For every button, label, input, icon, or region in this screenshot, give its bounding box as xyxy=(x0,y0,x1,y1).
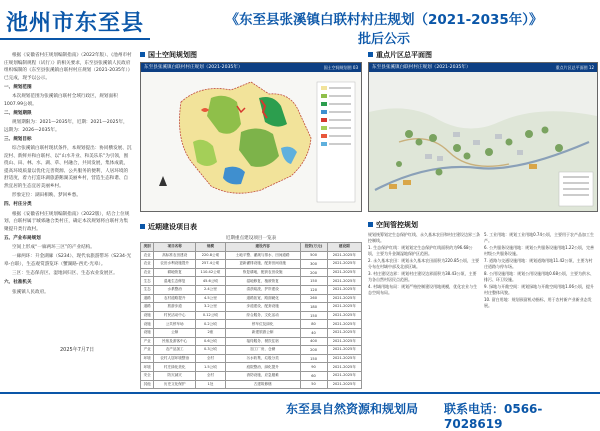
project-table xyxy=(140,234,362,389)
table-row xyxy=(141,371,362,380)
table-row xyxy=(141,251,362,260)
table-cell: 120 xyxy=(300,285,327,294)
table-cell: 设施 xyxy=(141,328,154,337)
table-cell: 道路拓宽，路面硬化 xyxy=(225,294,300,303)
table-cell: 环境 xyxy=(141,363,154,372)
table-cell: 2021-2025年 xyxy=(327,328,361,337)
table-cell: 3.2公里 xyxy=(196,303,226,312)
table-cell: 环境 xyxy=(141,354,154,363)
table-cell: 150 xyxy=(300,311,327,320)
table-cell: 村庄绿化美化 xyxy=(154,363,196,372)
table-cell: 110.42公顷 xyxy=(196,268,226,277)
table-cell: 新建旅游公厕 xyxy=(225,328,300,337)
table-row xyxy=(141,354,362,363)
publish-date: 2025年7月7日 xyxy=(60,347,95,353)
table-cell: 80 xyxy=(300,320,327,329)
table-cell: 庭院整治，绿化提升 xyxy=(225,363,300,372)
table-cell: 接待服务、餐饮住宿 xyxy=(225,337,300,346)
col-header: 投资(万元) xyxy=(300,243,327,252)
table-cell: 全村 xyxy=(196,371,226,380)
table-cell: 农业 xyxy=(141,260,154,269)
header xyxy=(0,0,600,48)
table-cell: 2021-2025年 xyxy=(327,251,361,260)
table-cell: 农村人居环境整治 xyxy=(154,354,196,363)
section-heading: 四、村庄分类 xyxy=(4,202,32,208)
table-cell: 公厕 xyxy=(154,328,196,337)
agency-name: 东至县自然资源和规划局 xyxy=(286,402,419,416)
table-cell: 农业 xyxy=(141,251,154,260)
col-header: 类别 xyxy=(141,243,154,252)
table-cell: 道路 xyxy=(141,294,154,303)
control-heading: 空间管控规划 xyxy=(368,220,418,230)
table-cell: 220.8公顷 xyxy=(196,251,226,260)
control-item: 规划统筹划定生态保护红线、永久基本农田和村庄建设边界三条控制线。 xyxy=(368,232,480,243)
document-title: 《东至县张溪镇白联村村庄规划（2021-2035年）》 xyxy=(225,12,543,28)
table-cell: 农村道路提升 xyxy=(154,294,196,303)
table-cell: 260 xyxy=(300,294,327,303)
table-cell: 257.4公顷 xyxy=(196,260,226,269)
table-row xyxy=(141,268,362,277)
table-row xyxy=(141,260,362,269)
control-text xyxy=(368,232,596,364)
section-heading: 五、产业布局规划 xyxy=(4,236,41,241)
section-text: 综合张溪镇白联村现状条件，本规划提出：协同横发展、沉淀村、新鲜并和白联村、以“山水升业、和美乐乐”为引领，围绕山、田、林、水、湖、草、村融合，共同发展，集体成就，提高环境质量以优化完善资源、公共服务的便利，人居环境的舒适度，着力打造环湖旅游鹅湖美丽乡村，营造生态和谐、自然宜居的生态宜居美丽乡村。 xyxy=(4,146,132,190)
table-cell: 50 xyxy=(300,380,327,389)
table-cell: 2021-2025年 xyxy=(327,363,361,372)
map2-title-bar: 重点片区总平面图 12 东至县张溪镇白联村村庄规划（2021-2035年） xyxy=(369,63,597,72)
table-cell: 湿地修复，植被恢复 xyxy=(225,277,300,286)
table-cell: 旅游步道 xyxy=(154,303,196,312)
table-cell: 生态 xyxy=(141,277,154,286)
document-subtitle: 批后公示 xyxy=(357,32,410,47)
bullet-square-icon xyxy=(140,224,145,229)
table-cell: 土地平整、灌溉与排水、田间道路 xyxy=(225,251,300,260)
contact-phone: 联系电话：0566-7028619 xyxy=(444,402,543,431)
bullet-square-icon xyxy=(368,222,373,227)
map2-heading: 重点片区总平面图 xyxy=(368,50,432,60)
table-heading: 近期建设项目表 xyxy=(140,222,197,232)
table-cell: 消防设施，应急避难 xyxy=(225,371,300,380)
control-item: 8. 公用设施用地：规划公用设施用地0.68公顷，主要为供水、排污、环卫设施。 xyxy=(484,271,594,282)
table-cell: 0.2公顷 xyxy=(196,320,226,329)
table-cell: 历史文化保护 xyxy=(154,380,196,389)
col-header: 建设内容 xyxy=(225,243,300,252)
table-cell: 2021-2025年 xyxy=(327,277,361,286)
table-cell: 0.12公顷 xyxy=(196,311,226,320)
key-area-plan-map xyxy=(368,62,598,212)
table-cell: 2021-2025年 xyxy=(327,260,361,269)
table-row xyxy=(141,294,362,303)
control-item: 9. 绿地与开敞空间：规划绿地与开敞空间用地1.06公顷，提升村庄整体风貌。 xyxy=(484,284,594,295)
table-cell: 防灾减灾 xyxy=(154,371,196,380)
section-text: 本次规划范围为张溪镇白联村全域行政区，规划面积1007.99公顷。 xyxy=(4,94,118,107)
announcement-text xyxy=(4,52,132,362)
table-cell: 200 xyxy=(300,268,327,277)
table-cell: 90 xyxy=(300,363,327,372)
section-text: 形象定位：湖田相映、梦回乡愁。 xyxy=(12,193,81,199)
table-row xyxy=(141,303,362,312)
table-cell: 4.5公里 xyxy=(196,294,226,303)
table-cell: 农产品加工 xyxy=(154,346,196,355)
city-title: 池州市东至县 xyxy=(6,11,145,36)
section-heading: 二、规划期限 xyxy=(4,110,32,116)
table-cell: 湿地生态修复 xyxy=(154,277,196,286)
table-cell: 2021-2025年 xyxy=(327,380,361,389)
table-cell: 1.5公顷 xyxy=(196,363,226,372)
col-header: 建设期 xyxy=(327,243,361,252)
table-cell: 生态 xyxy=(141,285,154,294)
table-cell: 加工厂房，仓储 xyxy=(225,346,300,355)
footer-divider xyxy=(0,392,600,394)
footer xyxy=(0,392,600,431)
table-cell: 设施 xyxy=(141,320,154,329)
table-cell: 2021-2025年 xyxy=(327,337,361,346)
section-text: 空间上形成“一廊两环三区”的产业结构。 xyxy=(12,245,95,251)
control-item: 3. 村庄建设边界：规划村庄建设边界面积为38.43公顷，主要为各自然村居民点范围。 xyxy=(368,271,477,282)
table-cell: 2021-2025年 xyxy=(327,311,361,320)
table-cell: 2021-2025年 xyxy=(327,268,361,277)
control-item: 10. 留白用地：规划预留机动指标，用于农村新产业新业态发展。 xyxy=(484,297,592,308)
table-cell: 2021-2025年 xyxy=(327,294,361,303)
table-cell: 设施 xyxy=(141,311,154,320)
table-cell: 2021-2025年 xyxy=(327,285,361,294)
section-heading: 一、规划范围 xyxy=(4,84,32,90)
table-row xyxy=(141,320,362,329)
table-cell: 全村 xyxy=(196,354,226,363)
table-cell: 农田水利设施提升 xyxy=(154,260,196,269)
table-header-row xyxy=(141,243,362,252)
table-cell: 水系整治 xyxy=(154,285,196,294)
section-heading: 六、社准机关 xyxy=(4,280,32,286)
table-cell: 其他 xyxy=(141,380,154,389)
title-underline xyxy=(0,38,150,40)
section-text: 三区：生态保育区、湿地回归区、生态农业发展区。 xyxy=(12,271,118,277)
table-cell: 停车位及绿化 xyxy=(225,320,300,329)
table-cell: 180 xyxy=(300,303,327,312)
section-text: 张溪镇人民政府。 xyxy=(12,289,49,295)
land-use-plan-map xyxy=(140,62,362,212)
table-cell: 更新灌排设施，配套田间设施 xyxy=(225,260,300,269)
table-cell: 0.6公顷 xyxy=(196,337,226,346)
table-cell: 150 xyxy=(300,354,327,363)
bullet-square-icon xyxy=(368,52,373,57)
table-cell: 2021-2025年 xyxy=(327,346,361,355)
table-cell: 60 xyxy=(300,371,327,380)
table-row xyxy=(141,311,362,320)
land-use-map-graphic xyxy=(141,72,361,211)
table-cell: 2021-2025年 xyxy=(327,303,361,312)
table-row xyxy=(141,346,362,355)
table-cell: 耕地恢复 xyxy=(154,268,196,277)
table-row xyxy=(141,380,362,389)
control-item: 6. 公共服务设施用地：规划公共服务设施用地1.22公顷，完善村级公共服务设施。 xyxy=(484,245,594,256)
col-header: 项目名称 xyxy=(154,243,196,252)
table-cell: 农业 xyxy=(141,268,154,277)
section-text: 根据《安徽省村庄规划编制指南》（2022版），结合上位规划，白联村属于城郊融合类村庄，确定本次规划将白联村为集聚提升类行政村。 xyxy=(4,211,130,232)
table-body xyxy=(141,251,362,389)
table-cell: 产业 xyxy=(141,337,154,346)
control-item: 4. 村域用地布局：规划严格控制建设用地规模，优化农业与生态空间布局。 xyxy=(368,284,478,295)
section-text: 规划期限为：2021—2035年，近期：2021—2025年，远期为：2026—2035年。 xyxy=(4,120,128,133)
table-cell: 40 xyxy=(300,328,327,337)
table-cell: 综合服务，文化活动 xyxy=(225,311,300,320)
table-cell: 公共停车场 xyxy=(154,320,196,329)
table-cell: 300 xyxy=(300,260,327,269)
table-row xyxy=(141,337,362,346)
table-cell: 民宿及游客中心 xyxy=(154,337,196,346)
table-cell: 村民活动中心 xyxy=(154,311,196,320)
table-cell: 2021-2025年 xyxy=(327,354,361,363)
table-row xyxy=(141,277,362,286)
table-cell: 2.4公里 xyxy=(196,285,226,294)
table-row xyxy=(141,285,362,294)
table-cell: 2021-2025年 xyxy=(327,320,361,329)
table-cell: 500 xyxy=(300,251,327,260)
table-cell: 步道建设，配套设施 xyxy=(225,303,300,312)
map1-heading: 国土空间规划图 xyxy=(140,50,197,60)
section-text: 一廊两环：升金湖廊（S234）、现代农旅游带环（S234-光皋-白联），生态观赏游览环（蟹湖路-西光-光皋）。 xyxy=(4,254,132,267)
section-heading: 三、规划目标 xyxy=(4,136,32,142)
intro-paragraph: 根据《安徽省村庄规划编制指南》（2022年版）、《池州市村庄规划编制规程（试行）》的相关要求，东至县张溪镇人民政府组织编制的《东至县张溪镇白联村村庄规划（2021-2035年）》已完成，现予以公示。 xyxy=(4,53,132,81)
control-item: 2. 永久基本农田：规划永久基本农田面积为220.85公顷，主要分布在村域中部及北部区域。 xyxy=(368,258,480,269)
table-cell: 200 xyxy=(300,346,327,355)
table-cell: 产业 xyxy=(141,346,154,355)
table-cell: 45.6公顷 xyxy=(196,277,226,286)
map1-title-bar: 国土空间规划图 03 东至县张溪镇白联村村庄规划（2021-2035年） xyxy=(141,63,361,72)
table-cell: 道路 xyxy=(141,303,154,312)
table-row xyxy=(141,328,362,337)
control-item: 1. 生态保护红线：规划划定生态保护红线面积约为96.68公顷，主要为升金湖湿地保护区范围。 xyxy=(368,245,473,256)
control-item: 5. 工业用地：规划工业用地0.74公顷，主要用于农产品加工生产。 xyxy=(484,232,594,243)
table-cell: 恢复耕地，配套农田设施 xyxy=(225,268,300,277)
table-cell: 2021-2025年 xyxy=(327,371,361,380)
table-cell: 2座 xyxy=(196,328,226,337)
table-row xyxy=(141,363,362,372)
table-caption: 近期重点建设项目一览表 xyxy=(225,236,277,241)
col-header: 规模 xyxy=(196,243,226,252)
table-cell: 1处 xyxy=(196,380,226,389)
table-cell: 污水收集，垃圾分类 xyxy=(225,354,300,363)
table-cell: 安全 xyxy=(141,371,154,380)
site-plan-graphic xyxy=(369,72,597,211)
table-cell: 古建筑修缮 xyxy=(225,380,300,389)
table-cell: 清淤疏浚，护岸建设 xyxy=(225,285,300,294)
control-item: 7. 道路与交通设施用地：规划道路用地11.42公顷，主要为村庄道路与停车场。 xyxy=(484,258,593,269)
table-cell: 高标准农田建设 xyxy=(154,251,196,260)
bullet-square-icon xyxy=(140,52,145,57)
table-cell: 0.3公顷 xyxy=(196,346,226,355)
table-cell: 400 xyxy=(300,337,327,346)
table-cell: 150 xyxy=(300,277,327,286)
